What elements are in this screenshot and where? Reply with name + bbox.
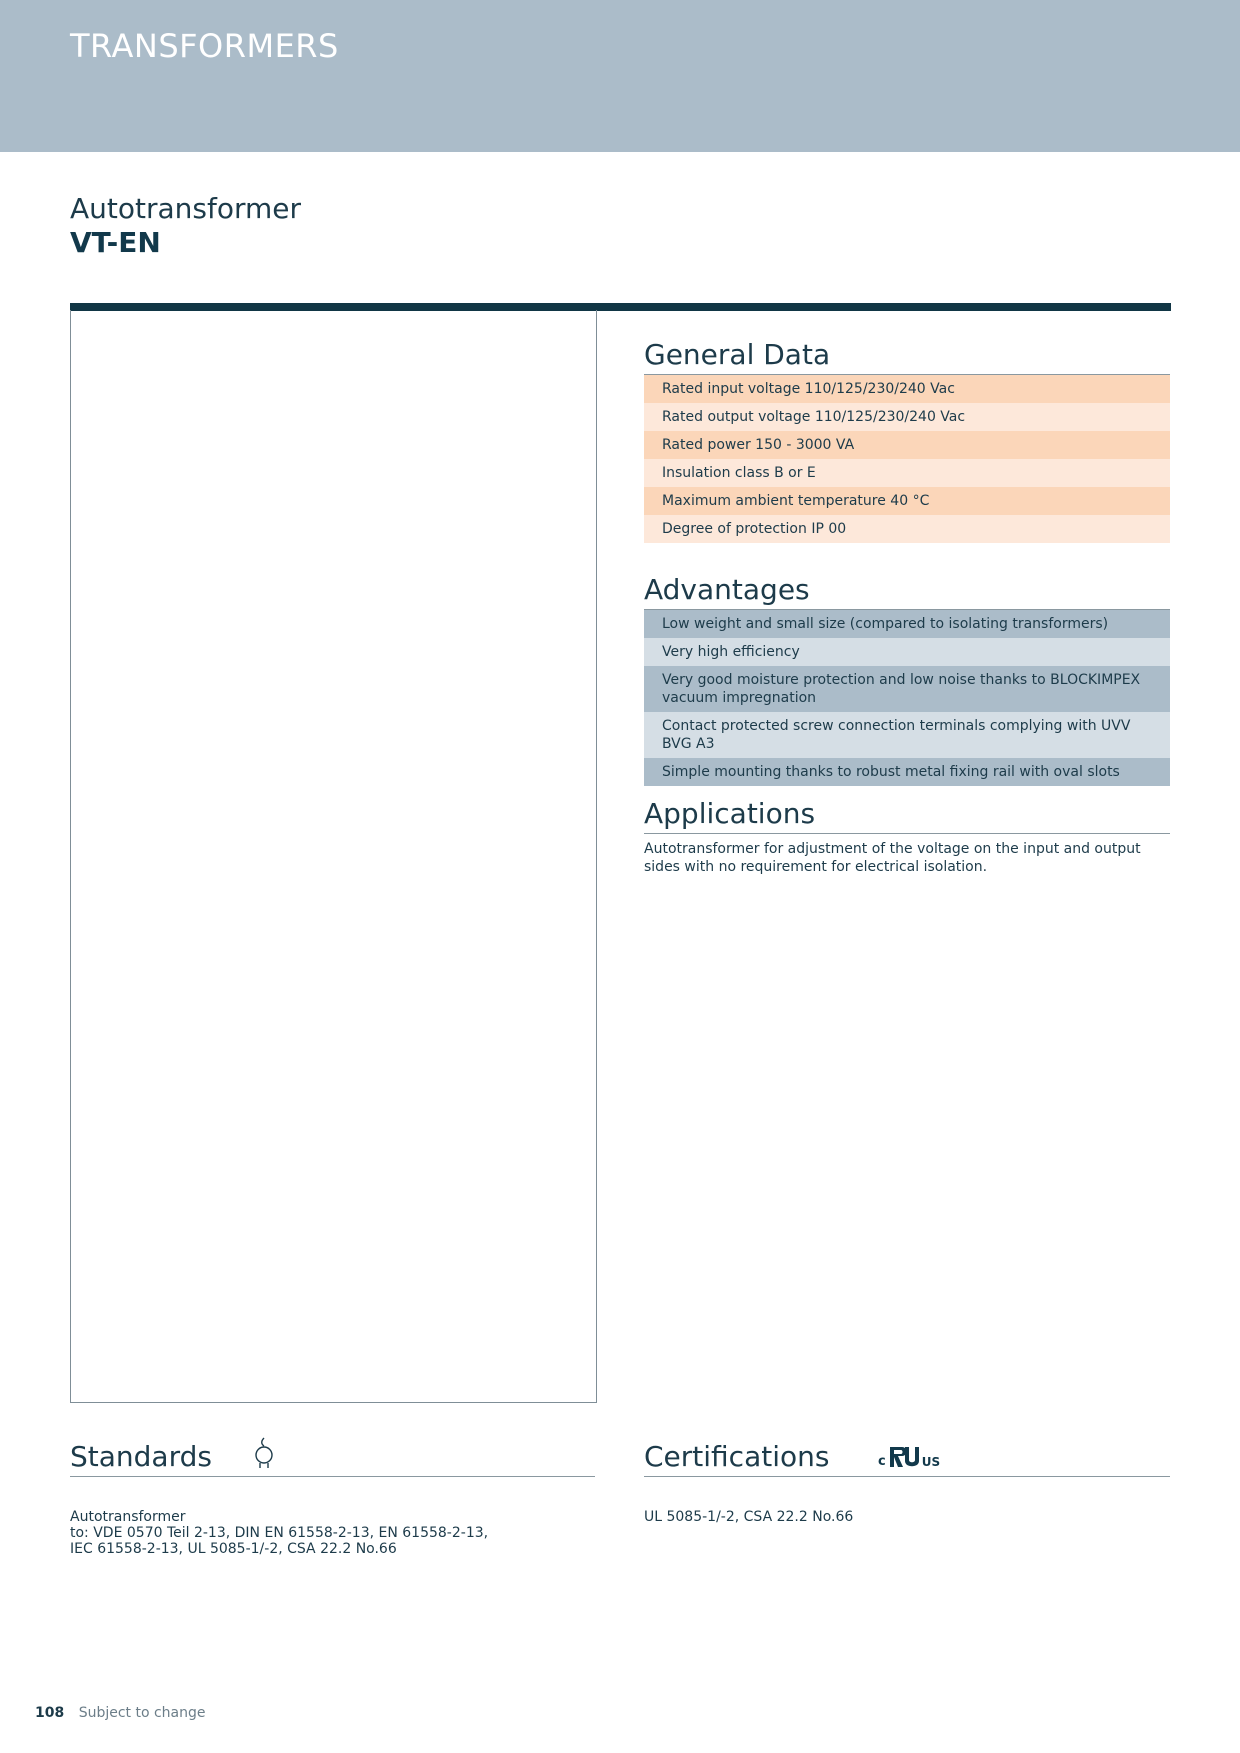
product-code: VT-EN — [70, 226, 161, 259]
footer-note: Subject to change — [78, 1705, 206, 1721]
autotransformer-symbol-icon — [252, 1436, 276, 1476]
product-type: Autotransformer — [70, 192, 302, 225]
standards-line: Autotransformer — [70, 1509, 186, 1525]
page-footer — [35, 1705, 206, 1721]
page-category-title: TRANSFORMERS — [70, 27, 339, 65]
page-number: 108 — [35, 1705, 65, 1721]
standards-heading: Standards — [70, 1440, 212, 1473]
general-data-row: Rated output voltage 110/125/230/240 Vac — [644, 403, 1170, 431]
advantages-list — [644, 610, 1170, 786]
advantages-heading: Advantages — [644, 573, 1170, 610]
standards-text — [70, 1509, 488, 1557]
advantages-section — [644, 573, 1170, 786]
cru-us-mark-icon: c US — [878, 1443, 940, 1469]
general-data-section — [644, 338, 1170, 543]
advantage-row: Contact protected screw connection terminals complying with UVV BVG A3 — [644, 712, 1170, 758]
standards-header — [70, 1440, 595, 1477]
advantage-row: Simple mounting thanks to robust metal fixing rail with oval slots — [644, 758, 1170, 786]
applications-heading: Applications — [644, 797, 1170, 834]
certifications-header — [644, 1440, 1170, 1477]
advantage-row: Very good moisture protection and low noise thanks to BLOCKIMPEX vacuum impregnation — [644, 666, 1170, 712]
general-data-row: Rated power 150 - 3000 VA — [644, 431, 1170, 459]
applications-section — [644, 797, 1170, 876]
general-data-row: Maximum ambient temperature 40 °C — [644, 487, 1170, 515]
certifications-heading: Certifications — [644, 1440, 830, 1473]
general-data-row: Degree of protection IP 00 — [644, 515, 1170, 543]
applications-text: Autotransformer for adjustment of the voltage on the input and output sides with no requirement for electrical isolation. — [644, 841, 1141, 875]
product-image-frame — [70, 310, 597, 1403]
general-data-row: Insulation class B or E — [644, 459, 1170, 487]
standards-line: IEC 61558-2-13, UL 5085-1/-2, CSA 22.2 No.66 — [70, 1541, 397, 1557]
header-banner — [0, 0, 1240, 152]
advantage-row: Very high efficiency — [644, 638, 1170, 666]
general-data-row: Rated input voltage 110/125/230/240 Vac — [644, 375, 1170, 403]
certifications-text: UL 5085-1/-2, CSA 22.2 No.66 — [644, 1509, 854, 1525]
general-data-list — [644, 375, 1170, 543]
advantage-row: Low weight and small size (compared to isolating transformers) — [644, 610, 1170, 638]
standards-line: to: VDE 0570 Teil 2-13, DIN EN 61558-2-13, EN 61558-2-13, — [70, 1525, 489, 1541]
general-data-heading: General Data — [644, 338, 1170, 375]
